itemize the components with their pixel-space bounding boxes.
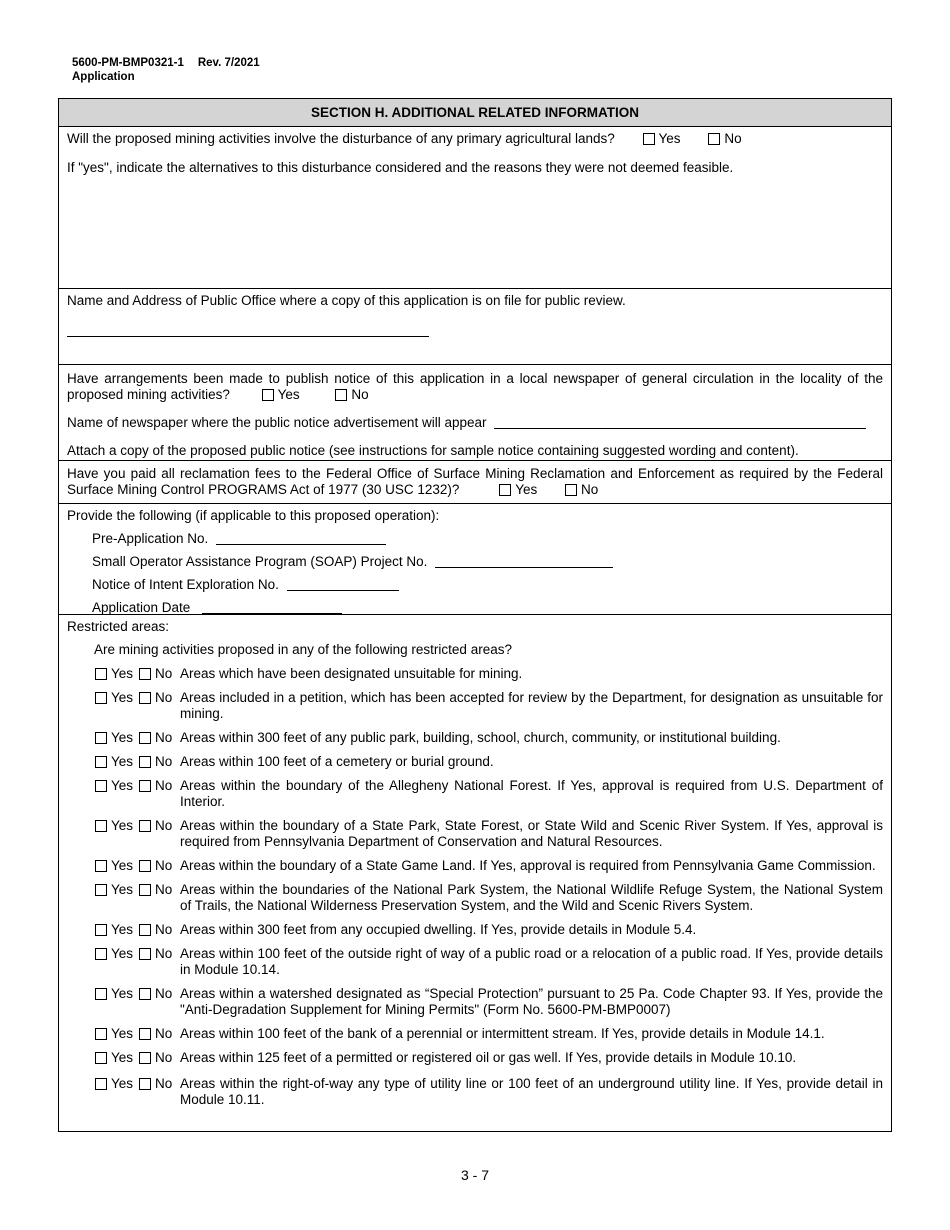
- restricted-yes-checkbox[interactable]: [95, 780, 107, 792]
- restricted-no-option[interactable]: [139, 690, 172, 705]
- provide-intro: Provide the following (if applicable to this proposed operation):: [67, 508, 440, 523]
- restricted-yes-checkbox[interactable]: [95, 948, 107, 960]
- restricted-item-text: Areas within 125 feet of a permitted or registered oil or gas well. If Yes, provide details in Module 10.10.: [180, 1050, 797, 1065]
- restricted-no-option[interactable]: [139, 666, 172, 681]
- no-label: No: [581, 482, 599, 497]
- newspaper-no-option[interactable]: [335, 387, 368, 403]
- yes-label: Yes: [277, 387, 300, 402]
- no-label: No: [351, 387, 369, 402]
- restricted-yes-option[interactable]: [95, 1076, 133, 1091]
- no-label: No: [155, 690, 173, 705]
- application-date-label: Application Date: [92, 600, 191, 615]
- restricted-no-checkbox[interactable]: [139, 820, 151, 832]
- no-label: No: [155, 1076, 173, 1091]
- restricted-no-checkbox[interactable]: [139, 948, 151, 960]
- yes-label: Yes: [515, 482, 538, 497]
- restricted-no-option[interactable]: [139, 1050, 172, 1065]
- fees-no-option[interactable]: [565, 482, 598, 498]
- restricted-item-row: [67, 858, 883, 874]
- fees-block: [59, 461, 891, 504]
- restricted-no-checkbox[interactable]: [139, 988, 151, 1000]
- restricted-yes-option[interactable]: [95, 986, 133, 1001]
- application-date-row: [67, 600, 883, 616]
- restricted-item-row: [67, 986, 883, 1018]
- restricted-item-text: Areas within the boundaries of the National Park System, the National Wildlife Refuge System, the National System of Trails, the National Wilderness Preservation System, and the Wild and Scenic Rivers System.: [180, 882, 883, 913]
- restricted-no-checkbox[interactable]: [139, 1028, 151, 1040]
- restricted-item-text: Areas within the right-of-way any type of utility line or 100 feet of an underground utility line. If Yes, provide detail in Module 10.11.: [180, 1076, 883, 1107]
- restricted-no-option[interactable]: [139, 778, 172, 793]
- no-label: No: [155, 754, 173, 769]
- yes-label: Yes: [111, 690, 134, 705]
- no-label: No: [155, 666, 173, 681]
- fees-no-checkbox[interactable]: [565, 484, 577, 496]
- restricted-no-checkbox[interactable]: [139, 756, 151, 768]
- yes-label: Yes: [111, 986, 134, 1001]
- restricted-item-text: Areas within a watershed designated as “Special Protection” pursuant to 25 Pa. Code Chapter 93. If Yes, provide the "Anti-Degradation Supplement for Mining Permits" (Form No. 5600-PM-BMP0007): [180, 986, 883, 1017]
- section-h-form: [58, 98, 892, 1132]
- restricted-title: Restricted areas:: [67, 619, 170, 634]
- restricted-item-row: [67, 1076, 883, 1108]
- yes-label: Yes: [111, 1026, 134, 1041]
- public-office-label: Name and Address of Public Office where a copy of this application is on file for public review.: [67, 293, 626, 308]
- restricted-yes-option[interactable]: [95, 946, 133, 961]
- restricted-yes-no: [67, 666, 180, 681]
- restricted-yes-no: [67, 690, 180, 705]
- restricted-item-row: [67, 946, 883, 978]
- agricultural-yes-checkbox[interactable]: [643, 133, 655, 145]
- no-label: No: [155, 818, 173, 833]
- restricted-item-row: [67, 730, 883, 746]
- restricted-yes-no: [67, 818, 180, 833]
- yes-label: Yes: [111, 730, 134, 745]
- restricted-no-option[interactable]: [139, 818, 172, 833]
- restricted-item-text: Areas within 300 feet from any occupied dwelling. If Yes, provide details in Module 5.4.: [180, 922, 697, 937]
- newspaper-block: [59, 365, 891, 461]
- restricted-no-checkbox[interactable]: [139, 692, 151, 704]
- no-label: No: [155, 730, 173, 745]
- newspaper-yes-checkbox[interactable]: [262, 389, 274, 401]
- yes-label: Yes: [111, 858, 134, 873]
- restricted-no-option[interactable]: [139, 922, 172, 937]
- yes-label: Yes: [111, 946, 134, 961]
- no-label: No: [155, 778, 173, 793]
- restricted-yes-checkbox[interactable]: [95, 1078, 107, 1090]
- restricted-item-row: [67, 666, 883, 682]
- restricted-item-text: Areas within the boundary of a State Park, State Forest, or State Wild and Scenic River System. If Yes, approval is required from Pennsylvania Department of Conservation and Natural Resources.: [180, 818, 883, 849]
- restricted-yes-no: [67, 730, 180, 745]
- restricted-no-option[interactable]: [139, 986, 172, 1001]
- restricted-no-checkbox[interactable]: [139, 1052, 151, 1064]
- restricted-no-option[interactable]: [139, 1026, 172, 1041]
- restricted-no-option[interactable]: [139, 1076, 172, 1091]
- restricted-yes-checkbox[interactable]: [95, 820, 107, 832]
- restricted-item-row: [67, 818, 883, 850]
- restricted-yes-no: [67, 754, 180, 769]
- restricted-item-row: [67, 690, 883, 722]
- agricultural-yes-option[interactable]: [643, 131, 681, 147]
- restricted-yes-checkbox[interactable]: [95, 1052, 107, 1064]
- pre-application-row: [67, 531, 883, 547]
- restricted-yes-checkbox[interactable]: [95, 860, 107, 872]
- restricted-yes-no: [67, 922, 180, 937]
- restricted-yes-no: [67, 986, 180, 1001]
- restricted-yes-no: [67, 946, 180, 961]
- soap-row: [67, 554, 883, 570]
- restricted-yes-checkbox[interactable]: [95, 668, 107, 680]
- restricted-yes-option[interactable]: [95, 690, 133, 705]
- restricted-no-checkbox[interactable]: [139, 884, 151, 896]
- restricted-yes-option[interactable]: [95, 922, 133, 937]
- no-label: No: [155, 946, 173, 961]
- restricted-yes-option[interactable]: [95, 778, 133, 793]
- restricted-yes-checkbox[interactable]: [95, 756, 107, 768]
- fees-question: Have you paid all reclamation fees to the Federal Office of Surface Mining Reclamation and Enforcement as required by the Federal Surface Mining Control PROGRAMS Act of 1977 (30 USC 1232)?: [67, 466, 883, 497]
- restricted-yes-checkbox[interactable]: [95, 732, 107, 744]
- restricted-block: [59, 615, 891, 1131]
- restricted-item-row: [67, 1026, 883, 1042]
- restricted-yes-no: [67, 1050, 180, 1065]
- restricted-item-row: [67, 922, 883, 938]
- restricted-no-checkbox[interactable]: [139, 780, 151, 792]
- fees-yes-checkbox[interactable]: [499, 484, 511, 496]
- agricultural-question: Will the proposed mining activities involve the disturbance of any primary agricultural lands?: [67, 131, 615, 146]
- restricted-item-text: Areas included in a petition, which has been accepted for review by the Department, for designation as unsuitable for mining.: [180, 690, 883, 721]
- notice-of-intent-label: Notice of Intent Exploration No.: [92, 577, 279, 592]
- agricultural-no-checkbox[interactable]: [708, 133, 720, 145]
- restricted-yes-option[interactable]: [95, 666, 133, 681]
- no-label: No: [155, 986, 173, 1001]
- agricultural-followup: If "yes", indicate the alternatives to this disturbance considered and the reasons they were not deemed feasible.: [67, 160, 734, 175]
- restricted-no-checkbox[interactable]: [139, 668, 151, 680]
- restricted-item-row: [67, 1050, 883, 1066]
- restricted-yes-option[interactable]: [95, 754, 133, 769]
- restricted-yes-no: [67, 778, 180, 793]
- restricted-yes-no: [67, 1076, 180, 1091]
- no-label: No: [155, 1026, 173, 1041]
- notice-of-intent-input[interactable]: [287, 577, 399, 591]
- restricted-question: Are mining activities proposed in any of the following restricted areas?: [94, 642, 512, 657]
- page-number: 3 - 7: [460, 1167, 489, 1183]
- newspaper-yes-option[interactable]: [262, 387, 300, 403]
- newspaper-attach-note: Attach a copy of the proposed public notice (see instructions for sample notice containing suggested wording and content).: [67, 443, 799, 458]
- restricted-yes-checkbox[interactable]: [95, 924, 107, 936]
- no-label: No: [155, 858, 173, 873]
- yes-label: Yes: [111, 1050, 134, 1065]
- no-label: No: [724, 131, 742, 146]
- restricted-item-text: Areas within 300 feet of any public park, building, school, church, community, or institutional building.: [180, 730, 781, 745]
- yes-label: Yes: [111, 922, 134, 937]
- pre-application-input[interactable]: [216, 531, 386, 545]
- restricted-no-option[interactable]: [139, 858, 172, 873]
- agricultural-block: [59, 127, 891, 289]
- restricted-yes-checkbox[interactable]: [95, 884, 107, 896]
- restricted-yes-checkbox[interactable]: [95, 988, 107, 1000]
- notice-of-intent-row: [67, 577, 883, 593]
- restricted-yes-no: [67, 858, 180, 873]
- restricted-yes-checkbox[interactable]: [95, 1028, 107, 1040]
- provide-block: [59, 504, 891, 615]
- restricted-yes-no: [67, 882, 180, 897]
- restricted-list: [67, 666, 883, 1108]
- restricted-item-text: Areas within the boundary of the Allegheny National Forest. If Yes, approval is required from U.S. Department of Interior.: [180, 778, 883, 809]
- no-label: No: [155, 922, 173, 937]
- no-label: No: [155, 882, 173, 897]
- restricted-item-row: [67, 882, 883, 914]
- public-office-block: [59, 289, 891, 365]
- newspaper-question: Have arrangements been made to publish notice of this application in a local newspaper of general circulation in the locality of the proposed mining activities?: [67, 371, 883, 402]
- restricted-item-text: Areas within 100 feet of a cemetery or burial ground.: [180, 754, 494, 769]
- newspaper-no-checkbox[interactable]: [335, 389, 347, 401]
- restricted-item-text: Areas within 100 feet of the outside right of way of a public road or a relocation of a public road. If Yes, provide details in Module 10.14.: [180, 946, 883, 977]
- yes-label: Yes: [111, 882, 134, 897]
- restricted-yes-option[interactable]: [95, 882, 133, 897]
- restricted-item-text: Areas within 100 feet of the bank of a perennial or intermittent stream. If Yes, provide details in Module 14.1.: [180, 1026, 825, 1041]
- form-revision: Rev. 7/2021: [197, 57, 260, 69]
- application-date-input[interactable]: [202, 600, 342, 614]
- restricted-yes-option[interactable]: [95, 730, 133, 745]
- restricted-no-option[interactable]: [139, 730, 172, 745]
- restricted-yes-option[interactable]: [95, 858, 133, 873]
- restricted-item-row: [67, 754, 883, 770]
- newspaper-name-label: Name of newspaper where the public notice advertisement will appear: [67, 415, 487, 430]
- public-office-input[interactable]: [67, 323, 429, 337]
- restricted-item-row: [67, 778, 883, 810]
- form-subtitle: Application: [72, 71, 135, 83]
- yes-label: Yes: [111, 1076, 134, 1091]
- restricted-no-checkbox[interactable]: [139, 1078, 151, 1090]
- restricted-yes-checkbox[interactable]: [95, 692, 107, 704]
- restricted-yes-option[interactable]: [95, 1050, 133, 1065]
- form-header: [72, 56, 260, 84]
- restricted-item-text: Areas within the boundary of a State Game Land. If Yes, approval is required from Pennsylvania Game Commission.: [180, 858, 876, 873]
- restricted-item-text: Areas which have been designated unsuitable for mining.: [180, 666, 523, 681]
- agricultural-no-option[interactable]: [708, 131, 741, 147]
- restricted-no-option[interactable]: [139, 882, 172, 897]
- pre-application-label: Pre-Application No.: [92, 531, 209, 546]
- yes-label: Yes: [111, 818, 134, 833]
- no-label: No: [155, 1050, 173, 1065]
- form-number: 5600-PM-BMP0321-1: [72, 57, 184, 69]
- yes-label: Yes: [111, 666, 134, 681]
- restricted-yes-option[interactable]: [95, 818, 133, 833]
- yes-label: Yes: [658, 131, 681, 146]
- newspaper-name-input[interactable]: [494, 415, 866, 429]
- yes-label: Yes: [111, 778, 134, 793]
- soap-input[interactable]: [435, 554, 613, 568]
- restricted-yes-option[interactable]: [95, 1026, 133, 1041]
- restricted-yes-no: [67, 1026, 180, 1041]
- restricted-no-checkbox[interactable]: [139, 924, 151, 936]
- restricted-no-option[interactable]: [139, 946, 172, 961]
- yes-label: Yes: [111, 754, 134, 769]
- restricted-no-checkbox[interactable]: [139, 860, 151, 872]
- restricted-no-checkbox[interactable]: [139, 732, 151, 744]
- soap-label: Small Operator Assistance Program (SOAP) Project No.: [92, 554, 428, 569]
- fees-yes-option[interactable]: [499, 482, 537, 498]
- restricted-no-option[interactable]: [139, 754, 172, 769]
- section-title: SECTION H. ADDITIONAL RELATED INFORMATION: [59, 99, 891, 127]
